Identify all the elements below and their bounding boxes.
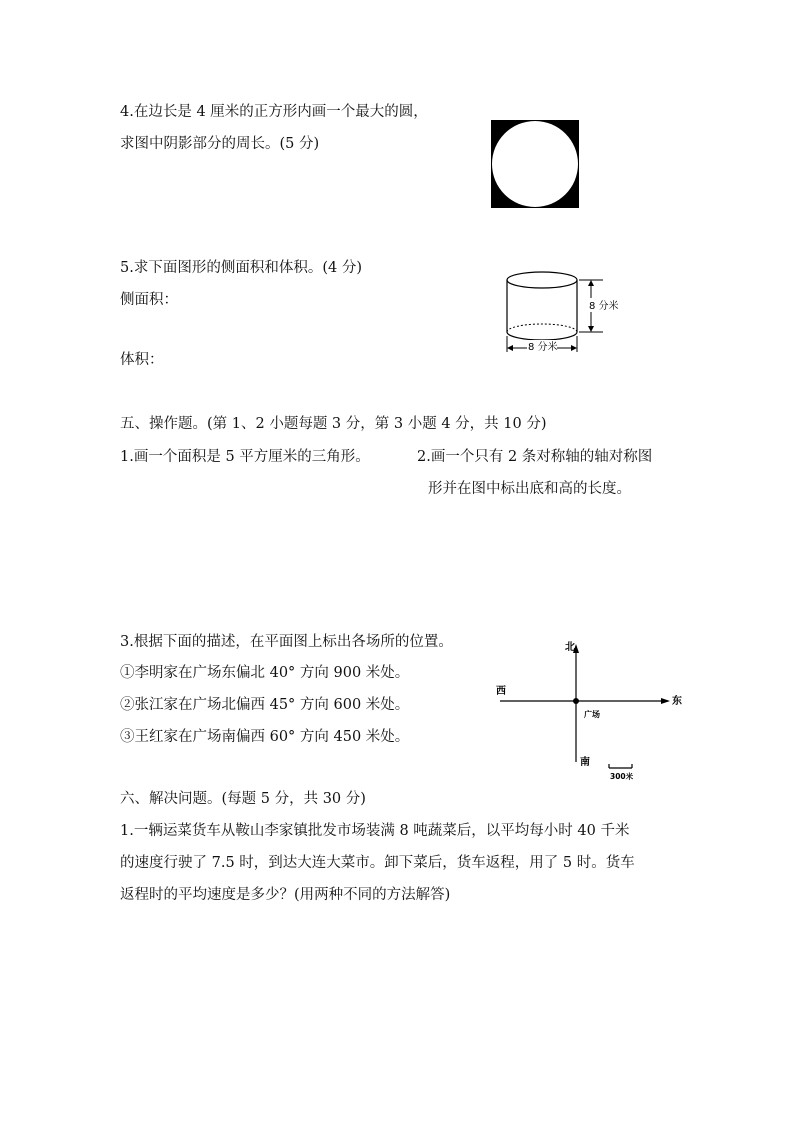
cylinder-bottom-front	[507, 332, 577, 340]
section5-q1: 1.画一个面积是 5 平方厘米的三角形。	[120, 449, 370, 465]
q5-volume-label: 体积：	[120, 352, 164, 368]
section6-title: 六、解决问题。(每题 5 分，共 30 分)	[120, 791, 366, 807]
section5-q3-intro: 3.根据下面的描述，在平面图上标出各场所的位置。	[120, 634, 453, 650]
q5-side-area-label: 侧面积：	[120, 292, 178, 308]
east-arrow	[661, 698, 670, 704]
south-label: 南	[580, 757, 590, 768]
cylinder-top	[507, 272, 577, 288]
section6-q1-line-2: 的速度行驶了 7.5 时，到达大连大菜市。卸下菜后，货车返程，用了 5 时。货车	[120, 855, 635, 871]
q4-text-line-1: 4.在边长是 4 厘米的正方形内画一个最大的圆，	[120, 104, 428, 120]
section6-q1-line-1: 1.一辆运菜货车从鞍山李家镇批发市场装满 8 吨蔬菜后，以平均每小时 40 千米	[120, 823, 630, 839]
plaza-point	[573, 698, 579, 704]
direction-map	[490, 636, 690, 786]
q3-item-2: ②张江家在广场北偏西 45° 方向 600 米处。	[120, 697, 410, 713]
q3-item-1: ①李明家在广场东偏北 40° 方向 900 米处。	[120, 665, 410, 681]
cylinder-bottom-back	[507, 324, 577, 332]
section5-q2-line-2: 形并在图中标出底和高的长度。	[428, 481, 631, 497]
diameter-label: 8 分米	[528, 342, 558, 353]
diam-arrow-head-left	[507, 345, 513, 351]
height-arrow-head-bottom	[588, 326, 594, 332]
inscribed-circle	[492, 121, 578, 207]
section6-q1-line-3: 返程时的平均速度是多少？(用两种不同的方法解答)	[120, 887, 451, 903]
height-arrow-head-top	[588, 280, 594, 286]
section5-title: 五、操作题。(第 1、2 小题每题 3 分，第 3 小题 4 分，共 10 分)	[120, 416, 547, 432]
q5-text-line-1: 5.求下面图形的侧面积和体积。(4 分)	[120, 260, 362, 276]
height-label: 8 分米	[589, 301, 619, 312]
diam-arrow-head-right	[571, 345, 577, 351]
plaza-label: 广场	[584, 710, 600, 719]
west-label: 西	[496, 686, 506, 697]
section5-q2-line-1: 2.画一个只有 2 条对称轴的轴对称图	[417, 449, 653, 465]
east-label: 东	[672, 696, 682, 707]
scale-label: 300米	[610, 772, 634, 781]
north-label: 北	[565, 642, 575, 653]
cylinder-figure	[500, 262, 630, 358]
q4-text-line-2: 求图中阴影部分的周长。(5 分)	[120, 136, 320, 152]
q3-item-3: ③王红家在广场南偏西 60° 方向 450 米处。	[120, 729, 410, 745]
square-circle-figure	[491, 120, 579, 208]
